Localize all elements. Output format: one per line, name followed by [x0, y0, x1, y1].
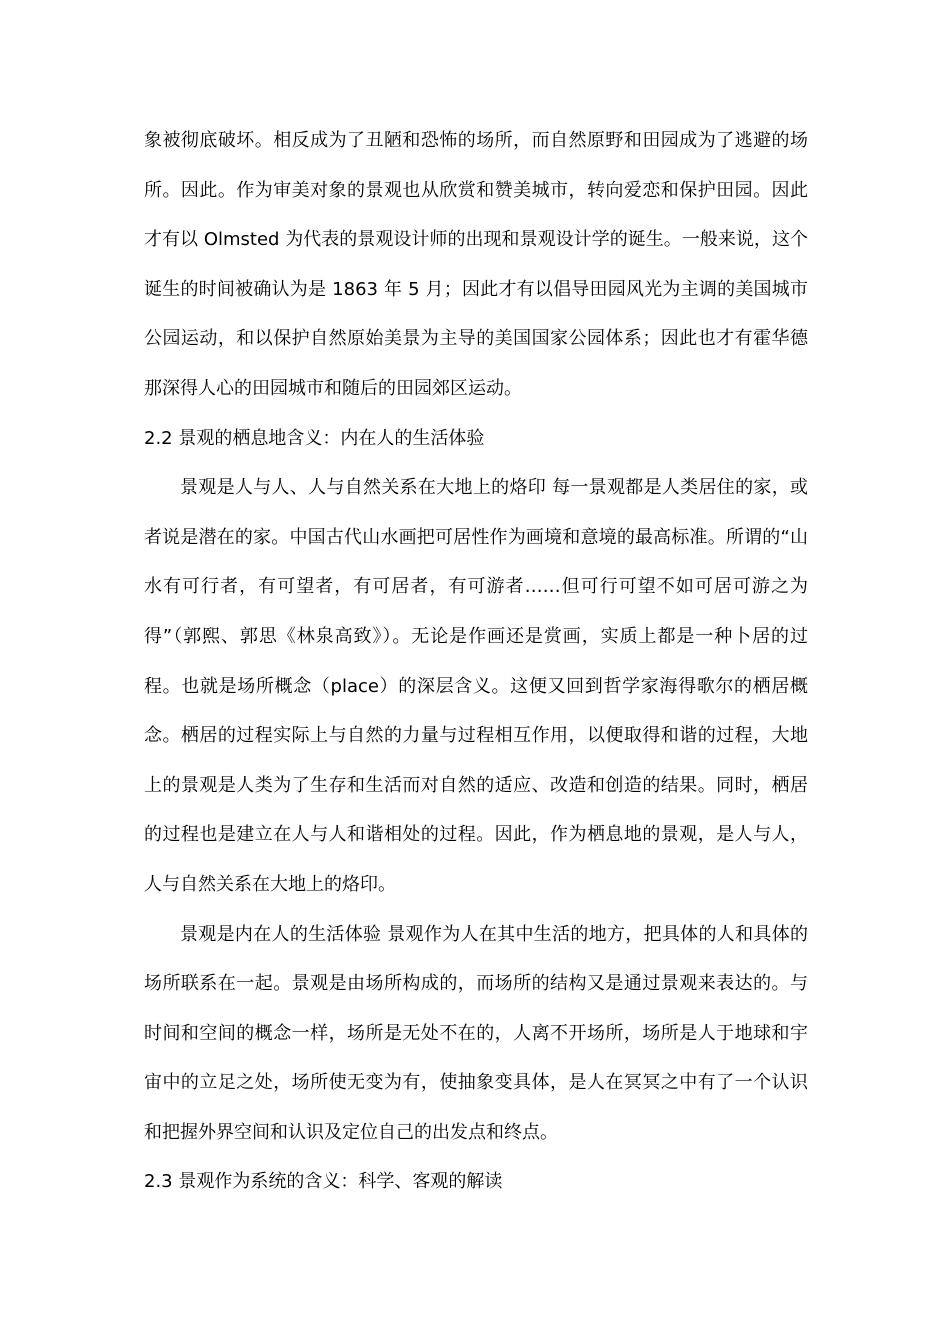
section-heading-2-2: 2.2 景观的栖息地含义：内在人的生活体验 — [144, 427, 485, 449]
paragraph-habitat: 景观是人与人、人与自然关系在大地上的烙印 每一景观都是人类居住的家，或者说是潜在的家。中国古代山水画把可居性作为画境和意境的最高标准。所谓的“山水有可行者，有可望者，有可居者，有可游者……但可行可望不如可居可游之为得”（郭熙、郭思《林泉高致》）。无论是作画还是赏画，实质上都是一种卜居的过程。也就是场所概念（place）的深层含义。这便又回到哲学家海得歌尔的栖居概念。栖居的过程实际上与自然的力量与过程相互作用，以便取得和谐的过程，大地上的景观是人类为了生存和生活而对自然的适应、改造和创造的结果。同时，栖居的过程也是建立在人与人和谐相处的过程。因此，作为栖息地的景观，是人与人，人与自然关系在大地上的烙印。 — [144, 477, 808, 895]
document-page — [144, 116, 808, 1207]
paragraph-continuation: 象被彻底破坏。相反成为了丑陋和恐怖的场所，而自然原野和田园成为了逃避的场所。因此。作为审美对象的景观也从欣赏和赞美城市，转向爱恋和保护田园。因此才有以 Olmsted 为代表的景观设计师的出现和景观设计学的诞生。一般来说，这个诞生的时间被确认为是 1863 年 5 月；因此才有以倡导田园风光为主调的美国城市公园运动，和以保护自然原始美景为主导的美国国家公园体系；因此也才有霍华德那深得人心的田园城市和随后的田园郊区运动。 — [144, 130, 808, 399]
paragraph-living-experience: 景观是内在人的生活体验 景观作为人在其中生活的地方，把具体的人和具体的场所联系在一起。景观是由场所构成的，而场所的结构又是通过景观来表达的。与时间和空间的概念一样，场所是无处不在的，人离不开场所，场所是人于地球和宇宙中的立足之处，场所使无变为有，使抽象变具体，是人在冥冥之中有了一个认识和把握外界空间和认识及定位自己的出发点和终点。 — [144, 923, 808, 1143]
section-heading-2-3: 2.3 景观作为系统的含义：科学、客观的解读 — [144, 1171, 503, 1193]
